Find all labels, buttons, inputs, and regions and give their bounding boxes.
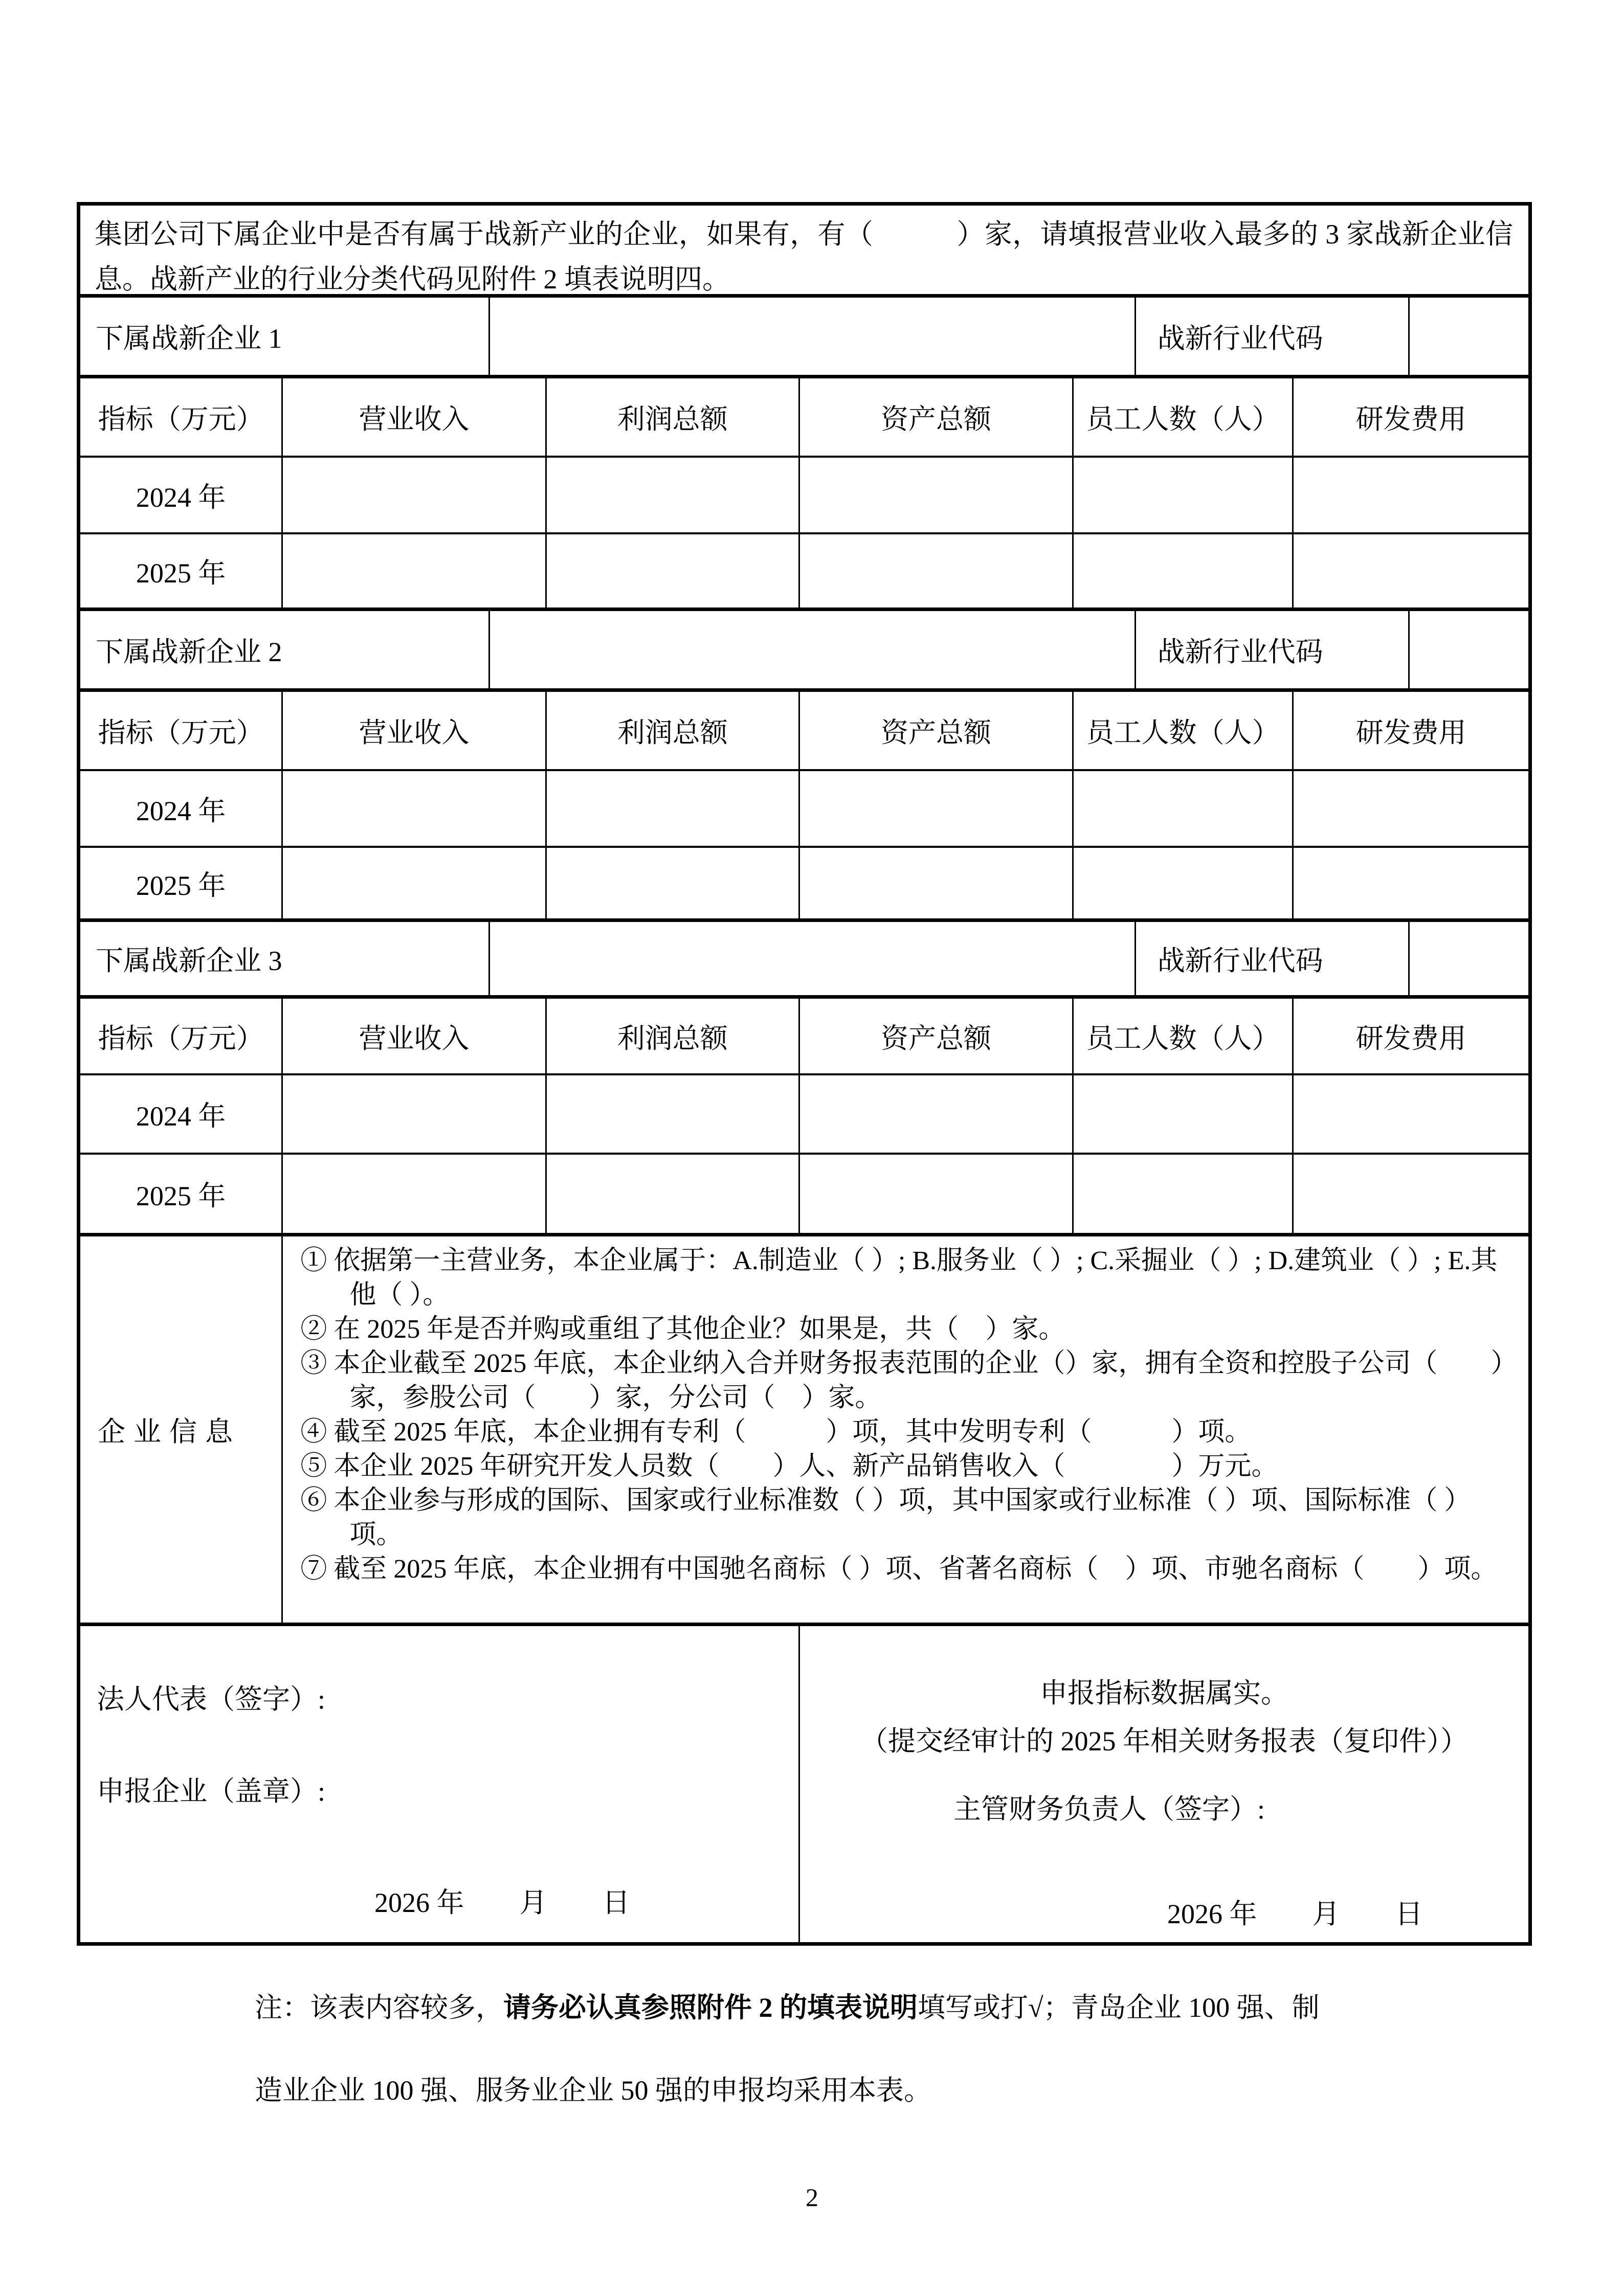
info-item-2: ② 在 2025 年是否并购或重组了其他企业？如果是，共（ ）家。 (300, 1315, 1065, 1344)
header-rnd: 研发费用 (1294, 692, 1528, 771)
data-cell[interactable] (800, 771, 1074, 848)
year-2025-row-3 (80, 1155, 1528, 1236)
data-cell[interactable] (547, 458, 800, 534)
year-2025-row-1 (80, 534, 1528, 611)
header-profit: 利润总额 (547, 999, 800, 1075)
company-info-body (283, 1236, 1528, 1626)
enterprise-3-name-cell[interactable] (490, 922, 1136, 999)
data-cell[interactable] (800, 848, 1074, 922)
header-profit: 利润总额 (547, 692, 800, 771)
data-cell[interactable] (547, 534, 800, 611)
enterprise-2-code-cell[interactable] (1410, 611, 1528, 692)
data-cell[interactable] (547, 1075, 800, 1155)
year-label: 2024 年 (80, 771, 283, 848)
info-item-7: ⑦ 截至 2025 年底，本企业拥有中国驰名商标（ ）项、省著名商标（ ）项、市驰名商标（ ）项。 (300, 1555, 1498, 1584)
data-cell[interactable] (800, 1075, 1074, 1155)
year-2024-row-3 (80, 1075, 1528, 1155)
data-cell[interactable] (283, 771, 546, 848)
year-label: 2024 年 (80, 458, 283, 534)
signature-left-cell (80, 1626, 800, 1942)
year-label: 2024 年 (80, 1075, 283, 1155)
header-indicator: 指标（万元） (80, 378, 283, 458)
company-info-row (80, 1236, 1528, 1626)
data-cell[interactable] (283, 458, 546, 534)
signature-row (80, 1626, 1528, 1942)
footnote (255, 1966, 1411, 2132)
data-cell[interactable] (283, 534, 546, 611)
indicator-header-row-2 (80, 692, 1528, 771)
enterprise-3-row (80, 922, 1528, 999)
enterprise-2-name-cell[interactable] (490, 611, 1136, 692)
header-assets: 资产总额 (800, 378, 1074, 458)
industry-code-label: 战新行业代码 (1136, 298, 1410, 378)
header-profit: 利润总额 (547, 378, 800, 458)
data-cell[interactable] (283, 1155, 546, 1236)
footnote-suffix: 填写或打√；青岛企业 100 强、制 (918, 1992, 1320, 2023)
company-info-label: 企业信息 (80, 1236, 283, 1626)
footnote-bold: 请务必认真参照附件 2 的填表说明 (503, 1992, 918, 2023)
year-2025-row-2 (80, 848, 1528, 922)
submit-statement: （提交经审计的 2025 年相关财务报表（复印件）） (860, 1726, 1468, 1757)
declaration-table (77, 202, 1532, 1946)
data-cell[interactable] (800, 1155, 1074, 1236)
data-truth-statement: 申报指标数据属实。 (1039, 1678, 1288, 1708)
header-revenue: 营业收入 (283, 999, 546, 1075)
header-employees: 员工人数（人） (1074, 378, 1294, 458)
year-label: 2025 年 (80, 848, 283, 922)
enterprise-1-code-cell[interactable] (1410, 298, 1528, 378)
right-date-line[interactable]: 2026 年 月 日 (1167, 1899, 1423, 1929)
data-cell[interactable] (1294, 1075, 1528, 1155)
year-2024-row-2 (80, 771, 1528, 848)
header-rnd: 研发费用 (1294, 999, 1528, 1075)
info-item-5: ⑤ 本企业 2025 年研究开发人员数（ ）人、新产品销售收入（ ）万元。 (300, 1452, 1278, 1481)
year-label: 2025 年 (80, 534, 283, 611)
enterprise-1-label: 下属战新企业 1 (80, 298, 490, 378)
header-rnd: 研发费用 (1294, 378, 1528, 458)
cfo-signature-label[interactable]: 主管财务负责人（签字）: (953, 1794, 1265, 1825)
intro-text: 集团公司下属企业中是否有属于战新产业的企业，如果有，有（ ）家，请填报营业收入最多的 3 家战新企业信息。战新产业的行业分类代码见附件 2 填表说明四。 (80, 206, 1528, 298)
year-2024-row-1 (80, 458, 1528, 534)
header-revenue: 营业收入 (283, 692, 546, 771)
indicator-header-row-3 (80, 999, 1528, 1075)
data-cell[interactable] (1294, 848, 1528, 922)
data-cell[interactable] (547, 771, 800, 848)
data-cell[interactable] (1074, 458, 1294, 534)
data-cell[interactable] (1074, 771, 1294, 848)
data-cell[interactable] (1074, 534, 1294, 611)
info-item-4: ④ 截至 2025 年底，本企业拥有专利（ ）项，其中发明专利（ ）项。 (300, 1417, 1252, 1447)
data-cell[interactable] (800, 458, 1074, 534)
header-employees: 员工人数（人） (1074, 692, 1294, 771)
info-item-6: ⑥ 本企业参与形成的国际、国家或行业标准数（ ）项，其中国家或行业标准（ ）项、国际标准（ ）项。 (300, 1486, 1471, 1549)
enterprise-3-label: 下属战新企业 3 (80, 922, 490, 999)
signature-right-cell (800, 1626, 1528, 1942)
header-assets: 资产总额 (800, 999, 1074, 1075)
company-seal-label[interactable]: 申报企业（盖章）: (97, 1776, 326, 1807)
header-indicator: 指标（万元） (80, 692, 283, 771)
industry-code-label: 战新行业代码 (1136, 611, 1410, 692)
header-revenue: 营业收入 (283, 378, 546, 458)
info-item-1: ① 依据第一主营业务，本企业属于：A.制造业（ ）; B.服务业（ ）; C.采掘业（ ）; D.建筑业（ ）; E.其他（ ）。 (300, 1246, 1498, 1310)
year-label: 2025 年 (80, 1155, 283, 1236)
data-cell[interactable] (1074, 1155, 1294, 1236)
data-cell[interactable] (283, 848, 546, 922)
header-employees: 员工人数（人） (1074, 999, 1294, 1075)
enterprise-2-label: 下属战新企业 2 (80, 611, 490, 692)
enterprise-1-name-cell[interactable] (490, 298, 1136, 378)
indicator-header-row-1 (80, 378, 1528, 458)
enterprise-3-code-cell[interactable] (1410, 922, 1528, 999)
data-cell[interactable] (1294, 458, 1528, 534)
data-cell[interactable] (800, 534, 1074, 611)
data-cell[interactable] (1074, 848, 1294, 922)
data-cell[interactable] (283, 1075, 546, 1155)
enterprise-1-row (80, 298, 1528, 378)
data-cell[interactable] (1294, 771, 1528, 848)
data-cell[interactable] (547, 848, 800, 922)
industry-code-label: 战新行业代码 (1136, 922, 1410, 999)
page-number: 2 (806, 2183, 818, 2212)
info-item-3: ③ 本企业截至 2025 年底，本企业纳入合并财务报表范围的企业（）家，拥有全资和控股子公司（ ）家，参股公司（ ）家，分公司（ ）家。 (300, 1349, 1504, 1412)
legal-rep-signature-label[interactable]: 法人代表（签字）: (97, 1684, 326, 1715)
data-cell[interactable] (1294, 534, 1528, 611)
footnote-prefix: 注：该表内容较多， (255, 1992, 503, 2023)
left-date-line[interactable]: 2026 年 月 日 (374, 1887, 630, 1918)
data-cell[interactable] (1074, 1075, 1294, 1155)
footnote-line2: 造业企业 100 强、服务业企业 50 强的申报均采用本表。 (255, 2075, 931, 2106)
header-assets: 资产总额 (800, 692, 1074, 771)
intro-row (80, 206, 1528, 298)
enterprise-2-row (80, 611, 1528, 692)
data-cell[interactable] (1294, 1155, 1528, 1236)
header-indicator: 指标（万元） (80, 999, 283, 1075)
data-cell[interactable] (547, 1155, 800, 1236)
